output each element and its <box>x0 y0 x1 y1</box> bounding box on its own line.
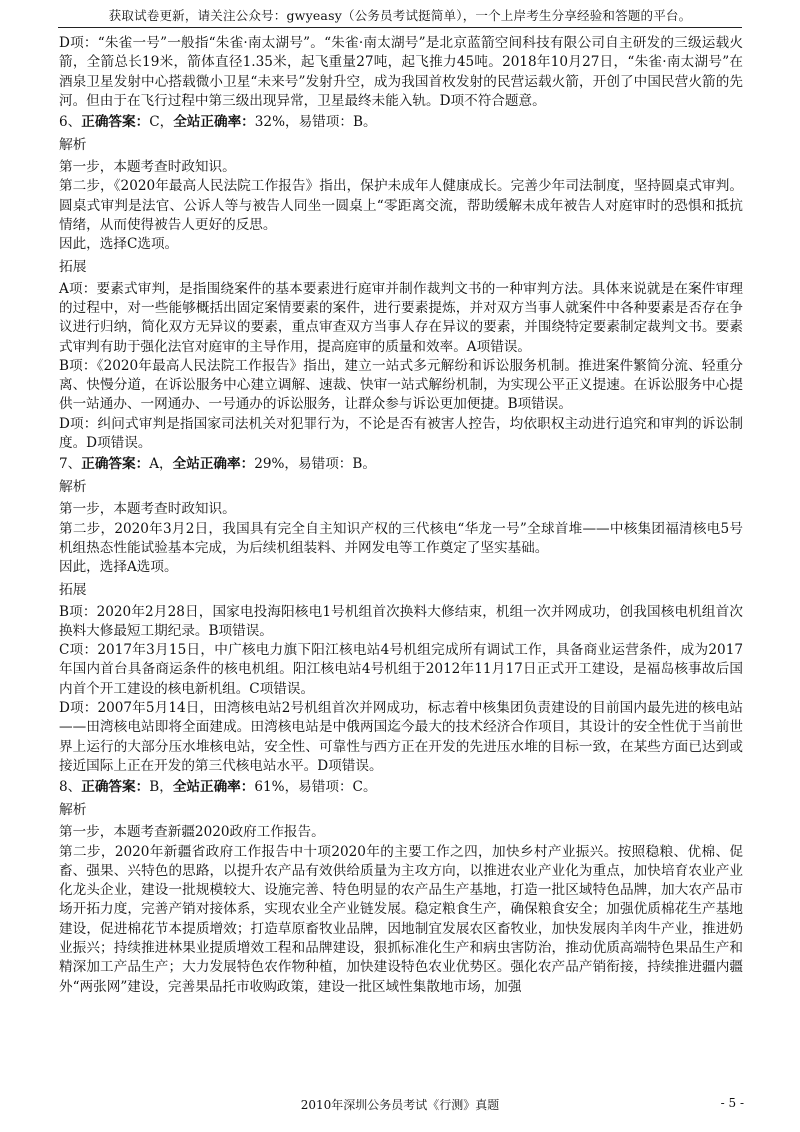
q8-analysis-label: 解析 <box>59 802 87 819</box>
q7-rate-label: 全站正确率： <box>172 456 255 473</box>
q7-answer-line <box>59 453 743 475</box>
page-content <box>59 34 743 997</box>
q6-step2: 第二步，《2020年最高人民法院工作报告》指出，保护未成年人健康成长。完善少年司法制度，坚持圆桌式审判。圆桌式审判是法官、公诉人等与被告人同坐一圆桌上“零距离交流，帮助缓解未成年被告人对庭审时的恐惧和抵抗情绪，从而使得被告人更好的反思。 <box>59 178 743 234</box>
q6-number: 6、 <box>59 114 82 131</box>
q8-rate-label: 全站正确率： <box>172 779 255 796</box>
q7-b-option: B项：2020年2月28日，国家电投海阳核电1号机组首次换料大修结束，机组一次并网成功，创我国核电机组首次换料大修最短工期纪录。B项错误。 <box>59 603 743 639</box>
q6-step1: 第一步，本题考查时政知识。 <box>59 159 236 176</box>
q7-number: 7、 <box>59 456 82 473</box>
q8-answer-line <box>59 776 743 798</box>
q8-answer-value: B， <box>149 779 173 796</box>
q7-step2: 第二步，2020年3月2日，我国具有完全自主知识产权的三代核电“华龙一号”全球首堆——中核集团福清核电5号机组热态性能试验基本完成，为后续机组装料、并网发电等工作奠定了坚实基础。 <box>59 520 743 556</box>
q6-answer-line <box>59 111 743 133</box>
q8-step2: 第二步，2020年新疆省政府工作报告中十项2020年的主要工作之四，加快乡村产业振兴。按照稳粮、优棉、促畜、强果、兴特色的思路，以提升农产品有效供给质量为主攻方向，以推进农业产业化为重点，加快培育农业产业化龙头企业，建设一批规模较大、设施完善、特色明显的农产品生产基地，打造一批区域特色品牌，加大农产品市场开拓力度，完善产销对接体系，实现农业全产业链发展。稳定粮食生产，确保粮食安全；加强优质棉花生产基地建设，促进棉花节本提质增效；打造草原畜牧业品牌，因地制宜发展农区畜牧业，加快发展肉羊肉牛产业，推进奶业振兴；持续推进林果业提质增效工程和品牌建设，狠抓标准化生产和病虫害防治，推动优质高端特色果品生产和精深加工产品生产；大力发展特色农作物种植，加快建设特色农业优势区。强化农产品产销衔接，持续推进疆内疆外“两张网”建设，完善果品托市收购政策，建设一批区域性集散地市场，加强 <box>59 843 743 995</box>
q7-d-option: D项：2007年5月14日，田湾核电站2号机组首次并网成功，标志着中核集团负责建设的目前国内最先进的核电站——田湾核电站即将全面建成。田湾核电站是中俄两国迄今最大的技术经济合作项目，其设计的安全性优于当前世界上运行的大部分压水堆核电站，安全性、可靠性与西方正在开发的先进压水堆的目标一致，在某些方面已达到或接近国际上正在开发的第三代核电站水平。D项错误。 <box>59 700 743 774</box>
q6-rate-label: 全站正确率： <box>173 114 255 131</box>
header-divider <box>58 27 742 28</box>
q6-rate-value: 32%，易错项：B。 <box>254 114 377 131</box>
q7-expand-label: 拓展 <box>59 581 87 598</box>
q6-analysis-label: 解析 <box>59 137 87 154</box>
q8-answer-label: 正确答案： <box>81 779 150 796</box>
q6-answer-value: C， <box>149 114 174 131</box>
q8-number: 8、 <box>59 779 82 796</box>
q7-c-option: C项：2017年3月15日，中广核电力旗下阳江核电站4号机组完成所有调试工作，具备商业运营条件，成为2017年国内首台具备商运条件的核电机组。阳江核电站4号机组于2012年11月17日正式开工建设，是福岛核事故后国内首个开工建设的核电新机组。C项错误。 <box>59 642 743 697</box>
q6-d-option: D项：纠问式审判是指国家司法机关对犯罪行为，不论是否有被害人控告，均依职权主动进行追究和审判的诉讼制度。D项错误。 <box>59 415 743 452</box>
q5-d-option: D项：“朱雀一号”一般指“朱雀·南太湖号”。“朱雀·南太湖号”是北京蓝箭空间科技有限公司自主研发的三级运载火箭，全箭总长19米，箭体直径1.35米，起飞重量27吨，起飞推力45吨。2018年10月27日，“朱雀·南太湖号”在酒泉卫星发射中心搭载微小卫星“未来号”发射升空，成为我国首枚发射的民营运载火箭，开创了中国民营火箭的先河。但由于在飞行过程中第三级出现异常，卫星最终未能入轨。D项不符合题意。 <box>59 35 743 109</box>
q7-step1: 第一步，本题考查时政知识。 <box>59 501 236 518</box>
q6-b-option: B项：《2020年最高人民法院工作报告》指出，建立一站式多元解纷和诉讼服务机制。推进案件繁简分流、轻重分离、快慢分道，在诉讼服务中心建立调解、速裁、快审一站式解纷机制，为实现公平正义提速。在诉讼服务中心提供一站通办、一网通办、一号通办的诉讼服务，让群众参与诉讼更加便捷。B项错误。 <box>59 357 743 413</box>
q8-rate-value: 61%，易错项：C。 <box>254 779 377 796</box>
q6-expand-label: 拓展 <box>59 258 87 275</box>
q6-answer-label: 正确答案： <box>81 114 150 131</box>
q7-rate-value: 29%，易错项：B。 <box>254 456 376 473</box>
page-footer-title: 2010年深圳公务员考试《行测》真题 <box>300 1098 500 1112</box>
q7-answer-value: A， <box>149 456 173 473</box>
q7-analysis-label: 解析 <box>59 479 87 496</box>
q6-a-option: A项：要素式审判，是指围绕案件的基本要素进行庭审并制作裁判文书的一种审判方法。具体来说就是在案件审理的过程中，对一些能够概括出固定案情要素的案件，进行要素提炼，并对双方当事人就案件中各种要素是否存在争议进行归纳，简化双方无异议的要素，重点审查双方当事人存在异议的要素，并围绕特定要素制定裁判文书。要素式审判有助于强化法官对庭审的主导作用，提高庭审的质量和效率。A项错误。 <box>59 280 743 355</box>
page-number: - 5 - <box>720 1096 744 1110</box>
page-header: 获取试卷更新，请关注公众号：gwyeasy（公务员考试挺简单），一个上岸考生分享经验和答题的平台。 <box>108 8 692 23</box>
q8-step1: 第一步，本题考查新疆2020政府工作报告。 <box>59 824 325 841</box>
q6-conclusion: 因此，选择C选项。 <box>59 236 179 253</box>
q7-answer-label: 正确答案： <box>81 456 150 473</box>
q7-conclusion: 因此，选择A选项。 <box>59 559 178 576</box>
